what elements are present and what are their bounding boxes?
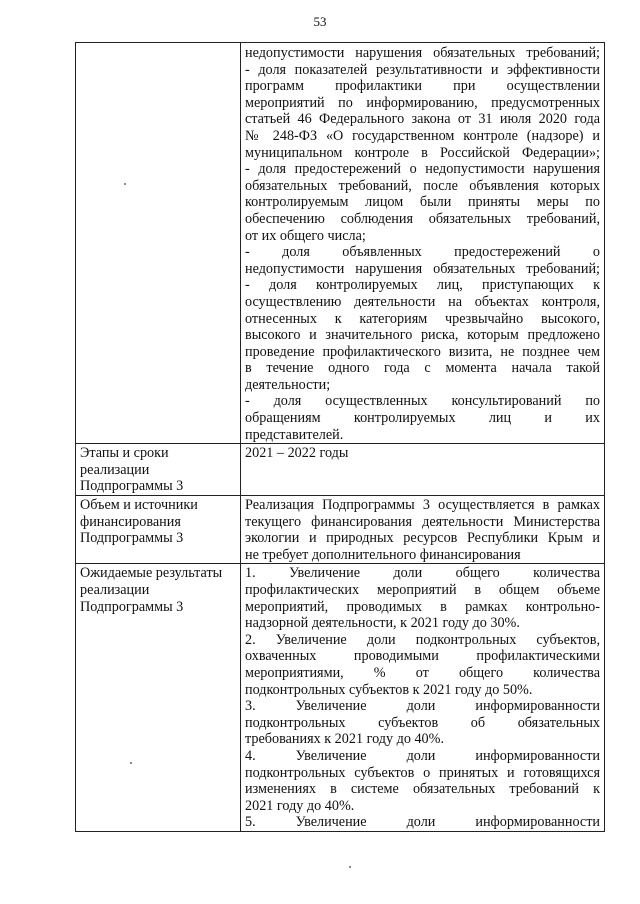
text-line: 3. Увеличение доли информированности <box>245 698 600 715</box>
program-table <box>75 42 605 832</box>
label-line: Объем и источники <box>80 497 198 514</box>
text-line: муниципальном контроле в Российской Федерации»; <box>245 144 600 161</box>
label-line: Подпрограммы 3 <box>80 598 184 615</box>
label-line: реализации <box>80 582 150 598</box>
text-line: представителей. <box>245 426 344 443</box>
text-line: программ профилактики при осуществлении <box>245 78 600 95</box>
text-line: 1. Увеличение доли общего количества <box>245 565 600 582</box>
label-cell-results <box>76 564 241 832</box>
text-line: деятельности; <box>245 376 331 393</box>
text-line: обеспечению соблюдения обязательных требований, <box>245 210 600 227</box>
text-line: 2021 году до 40%. <box>245 797 355 814</box>
label-line: Подпрограммы 3 <box>80 478 184 495</box>
label-line: Подпрограммы 3 <box>80 530 184 547</box>
text-line: охваченных проводимыми профилактическими <box>245 648 600 665</box>
label-cell-funding <box>76 496 241 564</box>
text-line: 4. Увеличение доли информированности <box>245 747 600 764</box>
text-line: Реализация Подпрограммы 3 осуществляется в рамках <box>245 497 600 514</box>
text-line: высокого и значительного риска, которым предложено <box>245 327 600 344</box>
text-line: статьей 46 Федерального закона от 31 июля 2020 года <box>245 111 600 128</box>
text-line: недопустимости нарушения обязательных требований; <box>245 45 600 61</box>
text-line: профилактических мероприятий в общем объеме <box>245 582 600 598</box>
text-line: мероприятиями, % от общего количества <box>245 664 600 681</box>
text-line: подконтрольных субъектов об обязательных <box>245 714 600 731</box>
text-line: недопустимости нарушения обязательных требований; <box>245 260 600 277</box>
results-cell <box>241 564 605 832</box>
label-line: реализации <box>80 461 150 478</box>
text-line: 2. Увеличение доли подконтрольных субъектов, <box>245 631 600 648</box>
label-line: финансирования <box>80 513 181 530</box>
text-line: - доля контролируемых лиц, приступающих к <box>245 277 600 294</box>
text-line: требованиях к 2021 году до 40%. <box>245 731 445 748</box>
stages-value: 2021 – 2022 годы <box>245 445 349 462</box>
indicators-cell <box>241 43 605 444</box>
text-line: экологии и природных ресурсов Республики Крым и <box>245 530 600 547</box>
text-line: - доля объявленных предостережений о <box>245 244 600 261</box>
table-row-results <box>76 564 605 832</box>
text-line: подконтрольных субъектов о принятых и готовящихся <box>245 764 600 781</box>
scan-speck <box>349 866 351 868</box>
label-line: Этапы и сроки <box>80 445 169 462</box>
text-line: мероприятий, проводимых в рамках контрольно- <box>245 598 600 615</box>
text-line: - доля предостережений о недопустимости нарушения <box>245 161 600 178</box>
label-line: Ожидаемые результаты <box>80 565 223 582</box>
text-line: 5. Увеличение доли информированности <box>245 814 600 831</box>
text-line: - доля осуществленных консультирований по <box>245 393 600 410</box>
text-line: обращениям контролируемых лиц и их <box>245 410 600 427</box>
scan-speck <box>124 183 126 185</box>
label-cell-stages <box>76 444 241 496</box>
text-line: не требует дополнительного финансирования <box>245 546 521 563</box>
text-line: обязательных требований, после объявления которых <box>245 177 600 194</box>
text-line: контролируемым лицом были приняты меры по <box>245 194 600 211</box>
text-line: мероприятий по информированию, предусмотренных <box>245 94 600 111</box>
text-line: изменениях в системе обязательных требований к <box>245 781 600 798</box>
text-line: подконтрольных субъектов к 2021 году до 50%. <box>245 681 533 698</box>
text-line: - доля показателей результативности и эффективности <box>245 61 600 78</box>
page-number: 53 <box>313 14 327 29</box>
text-line: № 248-ФЗ «О государственном контроле (надзоре) и <box>245 127 600 144</box>
label-cell-empty <box>76 43 241 444</box>
text-line: осуществлению деятельности на объектах контроля, <box>245 293 600 310</box>
table-row-indicators <box>76 43 605 444</box>
funding-cell <box>241 496 605 564</box>
table-row-stages <box>76 444 605 496</box>
table-row-funding <box>76 496 605 564</box>
text-line: в течение одного года с момента начала такой <box>245 360 600 377</box>
text-line: проведение профилактического визита, не позднее чем <box>245 343 600 360</box>
stages-cell <box>241 444 605 496</box>
text-line: от их общего числа; <box>245 227 366 244</box>
text-line: отнесенных к категориям чрезвычайно высокого, <box>245 310 600 327</box>
scan-speck <box>130 762 132 764</box>
text-line: надзорной деятельности, к 2021 году до 30%. <box>245 615 520 632</box>
text-line: текущего финансирования деятельности Министерства <box>245 513 600 530</box>
